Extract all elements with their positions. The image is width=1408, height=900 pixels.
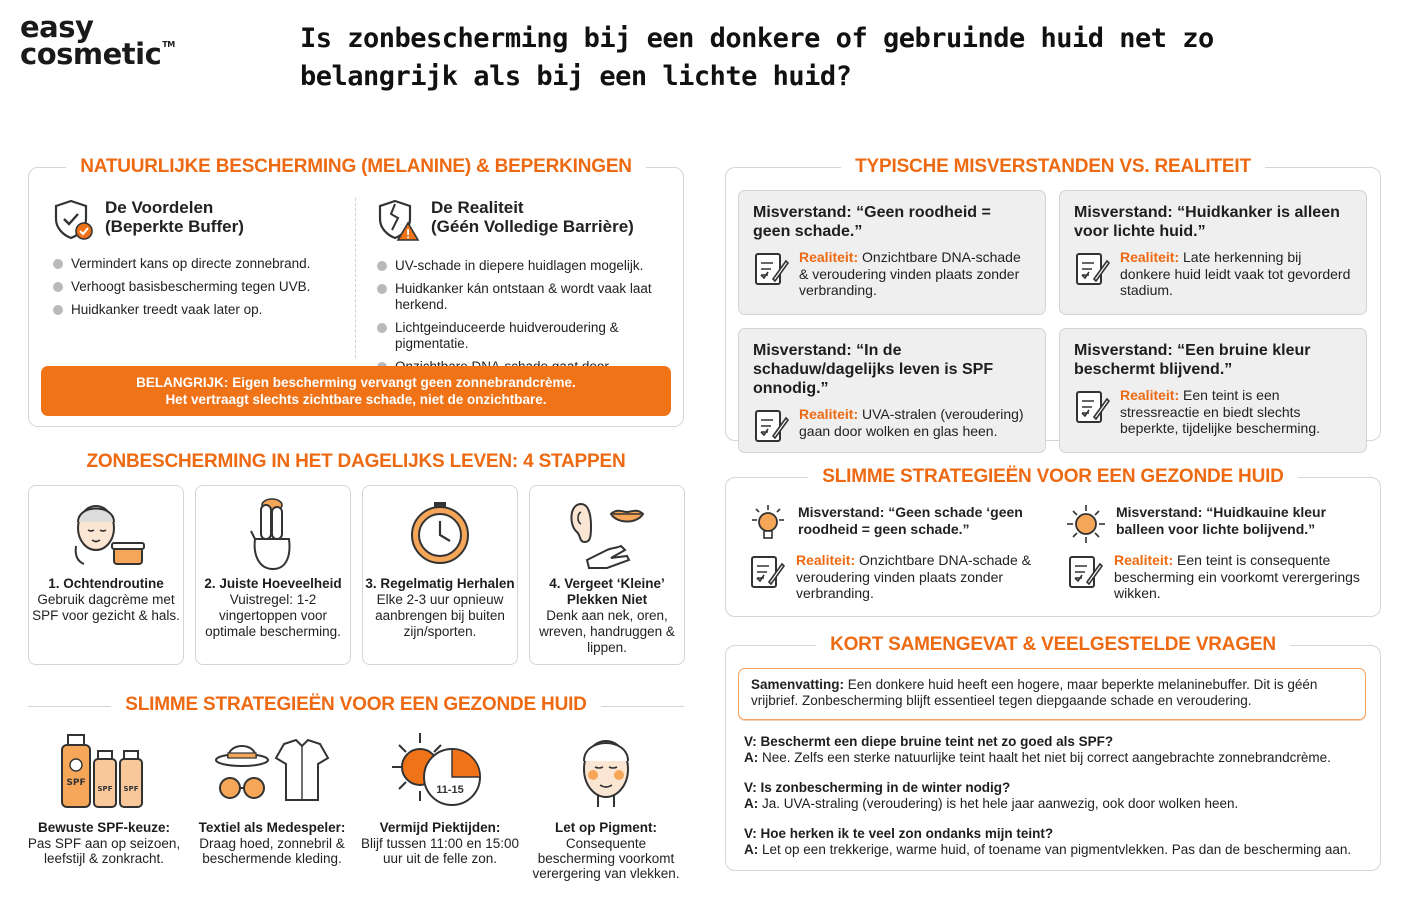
step-desc: Denk aan nek, oren, wreven, handruggen & lippen. — [539, 608, 675, 655]
step-card — [529, 485, 685, 665]
smart-strategies-left-section — [27, 694, 684, 886]
faq-answer: Ja. UVA-straling (veroudering) is het hele jaar aanwezig, ook door wolken heen. — [762, 796, 1239, 811]
faq-answer: Nee. Zelfs een sterke natuurlijke teint haalt het niet bij correct aangebrachte zonnebrandcrème. — [762, 750, 1331, 765]
faq-item: V: Hoe herken ik te veel zon ondanks mijn teint? A: Let op een trekkerige, warme huid, of toename van pigmentvlekken. Pas dan de bescherming aan. — [744, 826, 1352, 857]
checklist-icon — [1066, 552, 1104, 590]
sun-icon — [1066, 504, 1106, 544]
faq-item: V: Beschermt een diepe bruine teint net zo goed als SPF? A: Nee. Zelfs een sterke natuurlijke teint haalt het niet bij correct aangebrachte zonnebrandcrème. — [744, 734, 1331, 765]
alert-line-1: Eigen bescherming vervangt geen zonnebrandcrème. — [232, 375, 576, 390]
step-title: 1. Ochtendroutine — [48, 576, 164, 591]
step-desc: Elke 2-3 uur opnieuw aanbrengen bij buiten zijn/sporten. — [375, 592, 505, 639]
alert-line-2: Het vertraagt slechts zichtbare schade, niet de onzichtbare. — [165, 392, 547, 407]
myth-question: Misverstand: “Geen roodheid = geen schade.” — [753, 204, 991, 240]
faq-item: V: Is zonbescherming in de winter nodig? A: Ja. UVA-straling (veroudering) is het hele jaar aanwezig, ook door wolken heen. — [744, 780, 1239, 811]
strategy-myth: Misverstand: “Geen schade ‘geen roodheid = geen schade.” — [798, 504, 1023, 537]
list-item: UV-schade in diepere huidlagen mogelijk. — [375, 258, 675, 274]
faq-answer: Let op een trekkerige, warme huid, of toename van pigmentvlekken. Pas dan de bescherming aan. — [762, 842, 1352, 857]
natural-protection-section — [28, 156, 684, 427]
ear-lips-hand-icon — [530, 492, 684, 576]
section-title: SLIMME STRATEGIEËN VOOR EEN GEZONDE HUID — [111, 694, 600, 715]
benefits-subheading: (Beperkte Buffer) — [105, 217, 244, 236]
tip-title: Textiel als Medespeler: — [198, 820, 346, 835]
myth-card — [1059, 190, 1367, 315]
reality-label: Realiteit: — [799, 249, 859, 265]
strategy-item — [748, 504, 1058, 602]
benefits-heading: De Voordelen — [105, 198, 214, 217]
step-desc: Vuistregel: 1-2 vingertoppen voor optimale bescherming. — [205, 592, 341, 639]
hat-glasses-shirt-icon — [192, 726, 352, 816]
benefits-list — [51, 256, 351, 318]
svg-text:SPF: SPF — [97, 785, 113, 793]
tip-desc: Pas SPF aan op seizoen, leefstijl & zonkracht. — [27, 836, 181, 866]
step-card — [362, 485, 518, 665]
tip-item — [24, 726, 184, 866]
tip-desc: Consequente bescherming voorkomt verergering van vlekken. — [532, 836, 680, 881]
column-divider — [355, 198, 356, 358]
shield-warning-icon — [375, 198, 421, 244]
logo-line-2: cosmetic™ — [20, 36, 175, 71]
face-pigment-icon — [526, 726, 686, 816]
page-title: Is zonbescherming bij een donkere of gebruinde huid net zo belangrijk als bij een lichte huid? — [300, 23, 1214, 92]
myths-section — [725, 156, 1381, 441]
step-desc: Gebruik dagcrème met SPF voor gezicht & hals. — [32, 592, 180, 623]
brand-logo — [20, 10, 175, 71]
svg-text:SPF: SPF — [123, 785, 139, 793]
strategy-item — [1066, 504, 1376, 602]
tip-title: Let op Pigment: — [555, 820, 657, 835]
two-fingers-icon — [196, 492, 350, 576]
step-title: 2. Juiste Hoeveelheid — [204, 576, 342, 591]
face-cream-icon — [29, 492, 183, 576]
myth-card — [738, 328, 1046, 453]
section-title: NATUURLIJKE BESCHERMING (MELANINE) & BEPERKINGEN — [66, 156, 646, 177]
strategy-myth: Misverstand: “Huidkauine kleur balleen voor lichte bolijvend.” — [1116, 504, 1327, 537]
checklist-icon — [753, 249, 789, 299]
faq-question: Beschermt een diepe bruine teint net zo goed als SPF? — [760, 734, 1114, 749]
summary-faq-section — [725, 634, 1381, 871]
reality-label: Realiteit: — [799, 406, 859, 422]
list-item: Huidkanker kán ontstaan & wordt vaak laat herkend. — [375, 281, 675, 313]
faq-question: Hoe herken ik te veel zon ondanks mijn teint? — [760, 826, 1054, 841]
faq-question: Is zonbescherming in de winter nodig? — [760, 780, 1011, 795]
section-title: TYPISCHE MISVERSTANDEN VS. REALITEIT — [841, 156, 1265, 177]
myth-question: Misverstand: “Een bruine kleur beschermt blijvend.” — [1074, 342, 1311, 378]
reality-text: Een teint is een stressreactie en biedt slechts beperkte, tijdelijke bescherming. — [1120, 387, 1320, 436]
checklist-icon — [1074, 387, 1110, 437]
alarm-clock-icon — [363, 492, 517, 576]
step-title: 4. Vergeet ‘Kleine’ Plekken Niet — [549, 576, 665, 607]
svg-text:11-15: 11-15 — [436, 784, 464, 796]
myth-card — [1059, 328, 1367, 453]
reality-text: Late herkenning bij donkere huid leidt vaak tot gevorderd stadium. — [1120, 249, 1351, 298]
shield-check-icon — [51, 198, 95, 242]
list-item: Verhoogt basisbescherming tegen UVB. — [51, 279, 351, 295]
step-card — [195, 485, 351, 665]
myth-question: Misverstand: “Huidkanker is alleen voor lichte huid.” — [1074, 204, 1340, 240]
reality-list — [375, 258, 675, 375]
step-title: 3. Regelmatig Herhalen — [365, 576, 515, 591]
alert-label: BELANGRIJK: — [136, 375, 229, 390]
reality-heading: De Realiteit — [431, 198, 524, 217]
sunscreen-bottles-icon — [24, 726, 184, 816]
tip-desc: Blijf tussen 11:00 en 15:00 uur uit de felle zon. — [360, 836, 520, 866]
svg-text:SPF: SPF — [66, 778, 86, 788]
smart-strategies-right-section — [725, 466, 1381, 617]
summary-label: Samenvatting: — [751, 677, 845, 692]
checklist-icon — [753, 406, 789, 444]
important-banner — [41, 366, 671, 416]
reality-label: Realiteit: — [1114, 552, 1174, 568]
reality-text: Onzichtbare DNA-schade & veroudering vinden plaats zonder verbranding. — [799, 249, 1021, 298]
summary-box — [738, 668, 1366, 720]
list-item: Vermindert kans op directe zonnebrand. — [51, 256, 351, 272]
reality-label: Realiteit: — [1120, 387, 1180, 403]
reality-label: Realiteit: — [1120, 249, 1180, 265]
reality-subheading: (Géén Volledige Barrière) — [431, 217, 634, 236]
reality-text: UVA-stralen (veroudering) gaan door wolken en glas heen. — [799, 406, 1024, 439]
checklist-icon — [1074, 249, 1110, 299]
reality-text: Een teint is consequente bescherming ein voorkomt verergerings wikken. — [1114, 552, 1360, 601]
list-item: Lichtgeinduceerde huidveroudering & pigmentatie. — [375, 320, 675, 352]
lightbulb-icon — [748, 504, 788, 544]
myth-question: Misverstand: “In de schaduw/dagelijks leven is SPF onnodig.” — [753, 342, 994, 397]
tip-title: Bewuste SPF-keuze: — [37, 820, 171, 835]
tip-title: Vermijd Piektijden: — [379, 820, 501, 835]
checklist-icon — [748, 552, 786, 590]
myth-card — [738, 190, 1046, 315]
benefits-column — [51, 198, 351, 325]
list-item: Huidkanker treedt vaak later op. — [51, 302, 351, 318]
step-card — [28, 485, 184, 665]
tip-item — [192, 726, 352, 866]
reality-text: Onzichtbare DNA-schade & veroudering vinden plaats zonder verbranding. — [796, 552, 1031, 601]
summary-text: Een donkere huid heeft een hogere, maar beperkte melaninebuffer. Dit is géén vrijbrief. Zonbescherming blijft essentieel tegen diepgaande schade en veroudering. — [751, 677, 1318, 708]
daily-steps-section — [28, 451, 684, 673]
section-title: KORT SAMENGEVAT & VEELGESTELDE VRAGEN — [816, 634, 1290, 655]
section-title: ZONBESCHERMING IN HET DAGELIJKS LEVEN: 4 STAPPEN — [73, 451, 640, 472]
sun-clock-icon — [360, 726, 520, 816]
tip-item — [526, 726, 686, 881]
tip-desc: Draag hoed, zonnebril & beschermende kleding. — [199, 836, 345, 866]
reality-column — [375, 198, 675, 382]
logo-line-1: easy — [20, 10, 94, 44]
section-title: SLIMME STRATEGIEËN VOOR EEN GEZONDE HUID — [808, 466, 1297, 487]
reality-label: Realiteit: — [796, 552, 856, 568]
tip-item — [360, 726, 520, 866]
